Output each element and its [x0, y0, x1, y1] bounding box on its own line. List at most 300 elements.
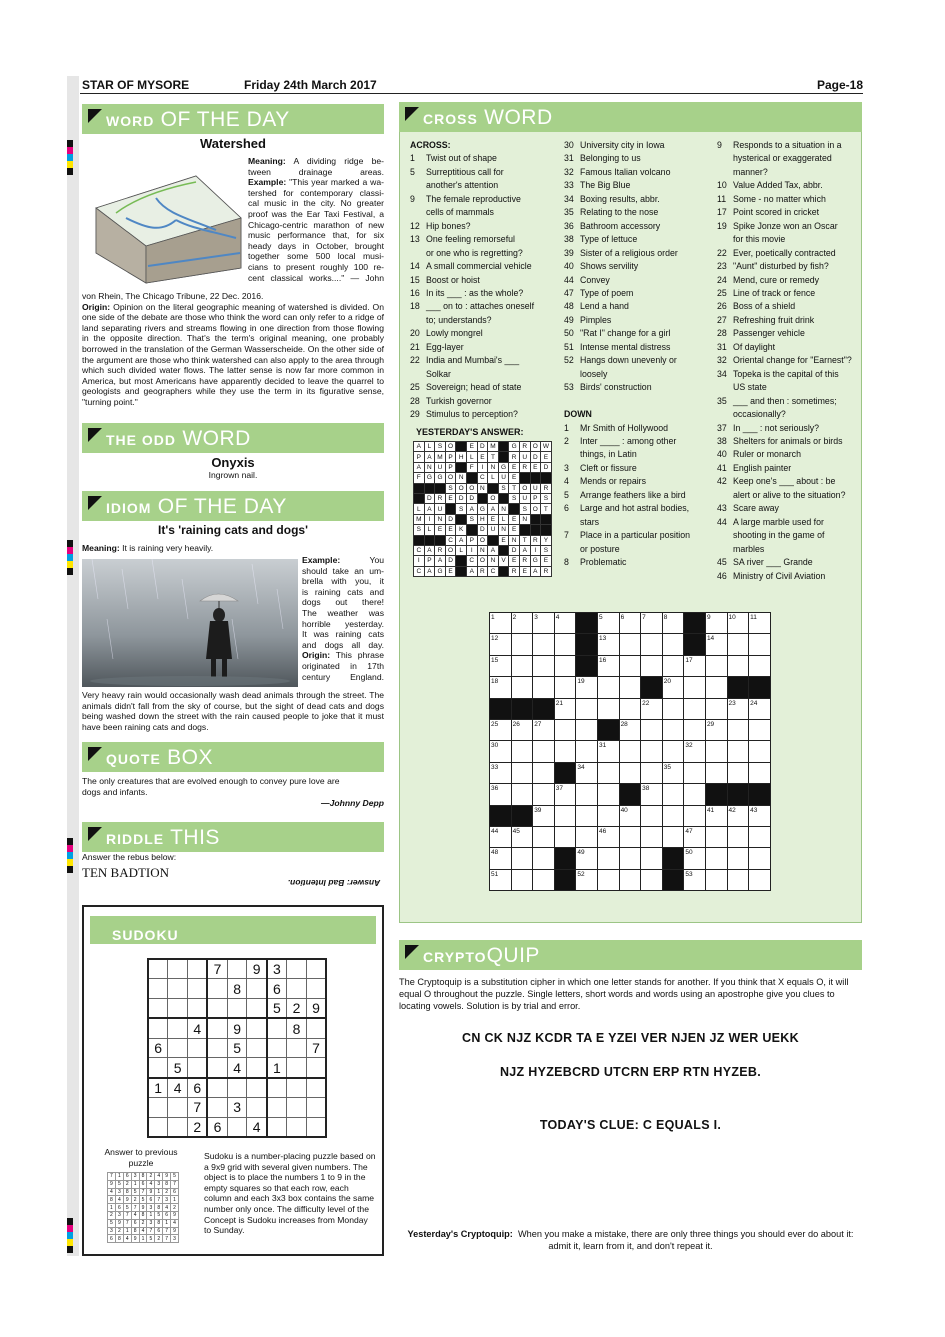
answer-cell: S	[509, 493, 520, 503]
crossword-cell[interactable]	[533, 784, 555, 805]
crossword-cell[interactable]	[597, 848, 619, 869]
crossword-cell[interactable]	[597, 762, 619, 783]
crossword-cell[interactable]	[749, 848, 771, 869]
crossword-cell[interactable]	[662, 655, 684, 676]
crossword-cell[interactable]	[641, 869, 663, 890]
answer-cell: 9	[123, 1196, 131, 1204]
crossword-cell[interactable]	[662, 719, 684, 740]
clue-number	[410, 206, 426, 219]
yesterday-cryptoquip	[399, 1228, 862, 1252]
crossword-cell[interactable]	[533, 869, 555, 890]
text-line: Meaning: A dividing ridge be-	[248, 156, 384, 166]
crossword-cell[interactable]	[597, 698, 619, 719]
crossword-cell[interactable]: 45	[511, 826, 533, 847]
crossword-cell[interactable]: 20	[662, 677, 684, 698]
crossword-cell[interactable]	[511, 848, 533, 869]
clue-number: 32	[717, 355, 727, 366]
clue-number	[717, 233, 733, 246]
meaning-label: Meaning:	[82, 543, 120, 553]
crossword-clue	[410, 368, 550, 381]
answer-cell: A	[435, 556, 446, 566]
sudoku-cell[interactable]	[148, 999, 168, 1019]
text-line: brella with you, it	[302, 576, 384, 587]
crossword-clue	[717, 152, 857, 165]
crossword-cell[interactable]	[662, 634, 684, 655]
sudoku-cell[interactable]	[227, 1117, 247, 1137]
crossword-cell[interactable]: 42	[727, 805, 749, 826]
answer-cell: I	[424, 514, 435, 524]
sudoku-cell[interactable]	[267, 1038, 287, 1058]
sudoku-cell[interactable]	[287, 1078, 307, 1098]
crossword-cell[interactable]	[619, 677, 641, 698]
crossword-cell[interactable]: 22	[641, 698, 663, 719]
sudoku-cell[interactable]	[247, 1038, 267, 1058]
crossword-cell[interactable]	[619, 869, 641, 890]
crossword-cell[interactable]	[511, 869, 533, 890]
crossword-cell[interactable]	[576, 784, 598, 805]
crossword-cell[interactable]	[705, 741, 727, 762]
crossword-clue	[410, 354, 550, 367]
crossword-cell[interactable]: 12	[490, 634, 512, 655]
crossword-cell[interactable]	[576, 719, 598, 740]
crossword-cell[interactable]: 10	[727, 613, 749, 634]
crossword-cell[interactable]	[533, 677, 555, 698]
crossword-cell[interactable]: 26	[511, 719, 533, 740]
sudoku-cell[interactable]	[306, 1058, 326, 1078]
crossword-cell[interactable]	[705, 762, 727, 783]
crossword-cell[interactable]	[727, 826, 749, 847]
crossword-cell[interactable]	[533, 655, 555, 676]
sudoku-cell[interactable]	[168, 1018, 188, 1038]
crossword-cell[interactable]: 30	[490, 741, 512, 762]
crossword-grid[interactable]	[489, 612, 771, 891]
crossword-clue	[717, 327, 857, 340]
sudoku-cell[interactable]	[188, 959, 208, 979]
crossword-cell[interactable]	[597, 869, 619, 890]
answer-cell: H	[477, 514, 488, 524]
crossword-cell[interactable]	[662, 826, 684, 847]
crossword-cell[interactable]: 28	[619, 719, 641, 740]
answer-cell: 2	[108, 1211, 116, 1219]
crossword-cell[interactable]	[619, 634, 641, 655]
answer-cell: S	[435, 442, 446, 452]
sudoku-grid[interactable]	[147, 958, 327, 1138]
crossword-cell[interactable]	[511, 677, 533, 698]
sudoku-cell[interactable]	[267, 1098, 287, 1118]
crossword-cell[interactable]	[662, 784, 684, 805]
sudoku-cell[interactable]	[306, 1117, 326, 1137]
crossword-cell[interactable]: 46	[597, 826, 619, 847]
answer-cell: 9	[147, 1188, 155, 1196]
crossword-cell[interactable]	[641, 848, 663, 869]
crossword-cell[interactable]: 9	[705, 613, 727, 634]
crossword-cell[interactable]	[684, 719, 706, 740]
crossword-cell[interactable]: 2	[511, 613, 533, 634]
crossword-cell[interactable]	[533, 634, 555, 655]
crossword-cell[interactable]	[619, 655, 641, 676]
crossword-cell[interactable]: 33	[490, 762, 512, 783]
sudoku-cell[interactable]	[207, 1078, 227, 1098]
crossword-cell[interactable]	[662, 805, 684, 826]
crossword-cell[interactable]	[749, 719, 771, 740]
answer-cell: A	[424, 566, 435, 576]
clue-text: Birds' construction	[580, 382, 652, 393]
crossword-cell[interactable]	[705, 698, 727, 719]
crossword-cell[interactable]	[554, 741, 576, 762]
crossword-cell[interactable]	[576, 826, 598, 847]
answer-cell: L	[424, 525, 435, 535]
sudoku-cell[interactable]	[188, 999, 208, 1019]
clue-text: Boost or hoist	[426, 274, 480, 285]
answer-cell: I	[530, 545, 541, 555]
crossword-cell[interactable]	[554, 655, 576, 676]
crossword-cell[interactable]	[511, 762, 533, 783]
crossword-cell[interactable]: 8	[662, 613, 684, 634]
clue-number	[410, 368, 426, 381]
crossword-cell[interactable]	[511, 634, 533, 655]
answer-cell: S	[466, 514, 477, 524]
crossword-clue	[717, 247, 857, 260]
sudoku-cell[interactable]	[287, 1038, 307, 1058]
sudoku-cell[interactable]	[306, 1098, 326, 1118]
sudoku-cell[interactable]	[207, 1098, 227, 1118]
crossword-cell[interactable]	[684, 762, 706, 783]
answer-cell	[477, 493, 488, 503]
crossword-cell[interactable]: 35	[662, 762, 684, 783]
crossword-cell[interactable]	[554, 826, 576, 847]
sudoku-cell[interactable]	[188, 1038, 208, 1058]
crossword-clue	[717, 274, 857, 287]
crossword-cell[interactable]: 34	[576, 762, 598, 783]
answer-cell: 6	[108, 1235, 116, 1243]
sudoku-cell[interactable]	[287, 959, 307, 979]
sudoku-cell: 4	[227, 1058, 247, 1078]
crossword-cell[interactable]	[727, 634, 749, 655]
sudoku-cell[interactable]	[188, 1058, 208, 1078]
sudoku-cell[interactable]	[168, 1098, 188, 1118]
clue-number: 22	[717, 247, 727, 258]
answer-cell: A	[488, 545, 499, 555]
crossword-clue	[564, 193, 709, 206]
crossword-cell	[662, 848, 684, 869]
answer-cell: G	[424, 473, 435, 483]
color-bar	[67, 540, 73, 575]
crossword-cell	[576, 655, 598, 676]
sudoku-cell[interactable]	[227, 999, 247, 1019]
crossword-cell[interactable]	[684, 698, 706, 719]
sudoku-cell[interactable]	[287, 1117, 307, 1137]
crossword-cell[interactable]	[511, 741, 533, 762]
crossword-cell[interactable]	[597, 784, 619, 805]
crossword-cell[interactable]	[684, 677, 706, 698]
sudoku-cell[interactable]	[267, 1078, 287, 1098]
crossword-cell[interactable]: 31	[597, 741, 619, 762]
crossword-cell[interactable]	[705, 677, 727, 698]
clue-text: India and Mumbai's ___	[426, 355, 520, 366]
crossword-cell[interactable]	[554, 677, 576, 698]
crossword-cell[interactable]: 37	[554, 784, 576, 805]
crossword-cell[interactable]: 44	[490, 826, 512, 847]
crossword-cell[interactable]	[727, 848, 749, 869]
crossword-cell[interactable]: 1	[490, 613, 512, 634]
crossword-cell[interactable]: 14	[705, 634, 727, 655]
answer-cell: A	[466, 566, 477, 576]
answer-cell: S	[519, 504, 530, 514]
answer-cell: L	[456, 545, 467, 555]
crossword-cell[interactable]	[619, 762, 641, 783]
crossword-cell[interactable]	[533, 762, 555, 783]
crossword-clue	[717, 166, 857, 179]
crossword-cell[interactable]	[749, 826, 771, 847]
crossword-cell[interactable]: 38	[641, 784, 663, 805]
crossword-cell[interactable]	[727, 762, 749, 783]
crossword-cell[interactable]: 7	[641, 613, 663, 634]
crossword-cell[interactable]: 3	[533, 613, 555, 634]
answer-cell: 9	[171, 1227, 179, 1235]
crossword-cell[interactable]: 4	[554, 613, 576, 634]
crossword-cell[interactable]: 24	[749, 698, 771, 719]
crossword-cell[interactable]	[705, 655, 727, 676]
text-line: cent classical works...." — John	[248, 272, 384, 283]
sudoku-cell: 9	[247, 959, 267, 979]
crossword-cell[interactable]	[576, 741, 598, 762]
sudoku-cell[interactable]	[148, 959, 168, 979]
sudoku-cell[interactable]	[247, 1058, 267, 1078]
crossword-cell[interactable]	[641, 634, 663, 655]
answer-cell: I	[477, 462, 488, 472]
crossword-cell[interactable]	[749, 634, 771, 655]
answer-cell: I	[466, 545, 477, 555]
clue-text: In its ___ : as the whole?	[426, 287, 524, 298]
crossword-cell[interactable]	[684, 805, 706, 826]
bar-title-small: SUDOKU	[112, 927, 179, 943]
crossword-cell[interactable]	[684, 784, 706, 805]
crossword-cell[interactable]	[554, 719, 576, 740]
sudoku-cell[interactable]	[267, 1018, 287, 1038]
answer-cell: N	[435, 514, 446, 524]
answer-cell	[541, 514, 552, 524]
crossword-cell[interactable]	[597, 677, 619, 698]
text-line: is raining cats and	[302, 586, 384, 597]
sudoku-cell[interactable]	[148, 1018, 168, 1038]
crossword-cell[interactable]: 11	[749, 613, 771, 634]
crossword-cell[interactable]: 40	[619, 805, 641, 826]
crossword-cell[interactable]: 18	[490, 677, 512, 698]
sudoku-cell[interactable]	[287, 1098, 307, 1118]
crossword-cell[interactable]: 50	[684, 848, 706, 869]
crossword-cell[interactable]	[641, 762, 663, 783]
crossword-clue	[564, 287, 709, 300]
sudoku-cell[interactable]	[227, 959, 247, 979]
answer-cell: U	[435, 462, 446, 472]
answer-cell: 6	[163, 1211, 171, 1219]
answer-cell: R	[541, 566, 552, 576]
crossword-cell[interactable]: 51	[490, 869, 512, 890]
clue-text: US state	[733, 382, 767, 393]
sudoku-cell[interactable]	[306, 1018, 326, 1038]
bar-title-big: WORD	[484, 106, 553, 129]
crossword-cell[interactable]: 32	[684, 741, 706, 762]
clue-text: shooting in the game of marbles	[733, 530, 825, 554]
sudoku-cell[interactable]	[168, 1117, 188, 1137]
crossword-cell[interactable]: 41	[705, 805, 727, 826]
crossword-cell[interactable]	[727, 719, 749, 740]
crossword-cell[interactable]: 19	[576, 677, 598, 698]
crossword-cell[interactable]: 47	[684, 826, 706, 847]
clue-text: Mends or repairs	[580, 476, 647, 487]
sudoku-cell[interactable]	[247, 979, 267, 999]
crossword-cell[interactable]	[749, 655, 771, 676]
crossword-cell[interactable]: 15	[490, 655, 512, 676]
answer-cell: R	[519, 462, 530, 472]
crossword-cell[interactable]	[533, 826, 555, 847]
answer-cell: 6	[155, 1227, 163, 1235]
corner-triangle-icon	[88, 109, 102, 123]
sudoku-cell[interactable]	[306, 979, 326, 999]
idiom-bar	[82, 491, 384, 521]
crossword-cell[interactable]: 17	[684, 655, 706, 676]
sudoku-cell[interactable]	[207, 1018, 227, 1038]
answer-cell	[414, 483, 425, 493]
sudoku-cell[interactable]	[207, 999, 227, 1019]
answer-cell: O	[445, 473, 456, 483]
crossword-cell[interactable]: 16	[597, 655, 619, 676]
crossword-cell[interactable]	[576, 698, 598, 719]
sudoku-cell[interactable]	[148, 1058, 168, 1078]
sudoku-cell[interactable]	[287, 1058, 307, 1078]
sudoku-cell[interactable]	[188, 979, 208, 999]
text-line: music performance that, for six	[248, 230, 384, 241]
sudoku-cell[interactable]	[306, 959, 326, 979]
answer-cell: 6	[131, 1219, 139, 1227]
crossword-cell[interactable]	[619, 741, 641, 762]
answer-cell: 8	[139, 1211, 147, 1219]
clue-text: Point scored in cricket	[733, 207, 820, 218]
answer-cell: R	[519, 556, 530, 566]
crossword-cell	[727, 784, 749, 805]
crossword-cell[interactable]: 21	[554, 698, 576, 719]
answer-cell: G	[435, 473, 446, 483]
sudoku-cell[interactable]	[247, 1098, 267, 1118]
answer-cell: 4	[155, 1173, 163, 1181]
crossword-cell[interactable]: 23	[727, 698, 749, 719]
crossword-cell[interactable]	[619, 826, 641, 847]
crossword-cell[interactable]	[727, 869, 749, 890]
crossword-clue	[564, 422, 709, 435]
answer-cell: 9	[163, 1173, 171, 1181]
answer-cell: N	[456, 473, 467, 483]
answer-cell: 9	[108, 1180, 116, 1188]
crossword-cell[interactable]	[662, 698, 684, 719]
sudoku-cell[interactable]	[207, 1058, 227, 1078]
crossword-cell[interactable]	[641, 719, 663, 740]
clue-number: 43	[717, 503, 727, 514]
crossword-cell[interactable]: 49	[576, 848, 598, 869]
sudoku-cell[interactable]	[247, 999, 267, 1019]
sudoku-cell[interactable]	[168, 999, 188, 1019]
answer-cell: A	[456, 535, 467, 545]
sudoku-cell[interactable]	[148, 1117, 168, 1137]
crossword-cell[interactable]	[727, 655, 749, 676]
crossword-cell[interactable]	[619, 698, 641, 719]
sudoku-cell[interactable]	[247, 1078, 267, 1098]
crossword-cell[interactable]	[576, 805, 598, 826]
crossword-cell[interactable]: 5	[597, 613, 619, 634]
crossword-cell[interactable]	[705, 848, 727, 869]
crossword-cell[interactable]	[641, 655, 663, 676]
sudoku-cell[interactable]	[168, 959, 188, 979]
crossword-cell[interactable]	[727, 741, 749, 762]
crossword-cell[interactable]: 39	[533, 805, 555, 826]
crossword-cell[interactable]	[641, 826, 663, 847]
crossword-cell[interactable]: 29	[705, 719, 727, 740]
crossword-cell[interactable]	[641, 741, 663, 762]
answer-cell	[530, 473, 541, 483]
sudoku-cell[interactable]	[227, 1078, 247, 1098]
crossword-cell[interactable]	[705, 869, 727, 890]
corner-triangle-icon	[405, 107, 419, 121]
yesterday-crossword-grid	[413, 441, 552, 577]
crossword-cell[interactable]: 52	[576, 869, 598, 890]
answer-cell: 4	[123, 1235, 131, 1243]
crossword-cell[interactable]: 53	[684, 869, 706, 890]
answer-cell: 7	[108, 1173, 116, 1181]
sudoku-cell[interactable]	[247, 1018, 267, 1038]
crossword-cell[interactable]: 43	[749, 805, 771, 826]
crossword-cell[interactable]	[533, 741, 555, 762]
sudoku-cell[interactable]	[207, 1038, 227, 1058]
crossword-cell[interactable]	[554, 634, 576, 655]
crossword-cell[interactable]: 27	[533, 719, 555, 740]
crossword-cell[interactable]	[749, 741, 771, 762]
sudoku-cell[interactable]	[148, 979, 168, 999]
crossword-clue	[564, 368, 709, 381]
clue-text: hysterical or exaggerated	[733, 153, 832, 164]
crossword-cell[interactable]: 25	[490, 719, 512, 740]
sudoku-cell[interactable]	[207, 979, 227, 999]
sudoku-cell[interactable]	[287, 979, 307, 999]
sudoku-cell[interactable]	[306, 1078, 326, 1098]
crossword-cell[interactable]	[619, 848, 641, 869]
answer-cell: L	[414, 504, 425, 514]
crossword-cell[interactable]	[749, 869, 771, 890]
crossword-cell[interactable]	[749, 762, 771, 783]
crossword-cell[interactable]: 36	[490, 784, 512, 805]
crossword-cell[interactable]: 6	[619, 613, 641, 634]
answer-cell	[498, 545, 509, 555]
crossword-cell[interactable]	[597, 805, 619, 826]
sudoku-cell[interactable]	[168, 1038, 188, 1058]
clue-number: 6	[564, 503, 569, 514]
crossword-clue	[717, 448, 857, 461]
crossword-cell[interactable]: 13	[597, 634, 619, 655]
crossword-cell[interactable]	[662, 741, 684, 762]
sudoku-cell[interactable]	[267, 1117, 287, 1137]
crossword-cell[interactable]	[641, 805, 663, 826]
crossword-cell[interactable]: 48	[490, 848, 512, 869]
crossword-cell[interactable]	[511, 784, 533, 805]
crossword-cell[interactable]	[533, 848, 555, 869]
sudoku-cell[interactable]	[148, 1098, 168, 1118]
sudoku-cell: 6	[148, 1038, 168, 1058]
crossword-cell[interactable]	[705, 826, 727, 847]
text-line: proof was the Ear Taxi Festival, a	[248, 208, 384, 219]
crossword-cell[interactable]	[554, 805, 576, 826]
crossword-cell[interactable]	[511, 655, 533, 676]
clue-number	[717, 408, 733, 421]
sudoku-cell[interactable]	[168, 979, 188, 999]
clue-text: stars	[580, 516, 600, 527]
